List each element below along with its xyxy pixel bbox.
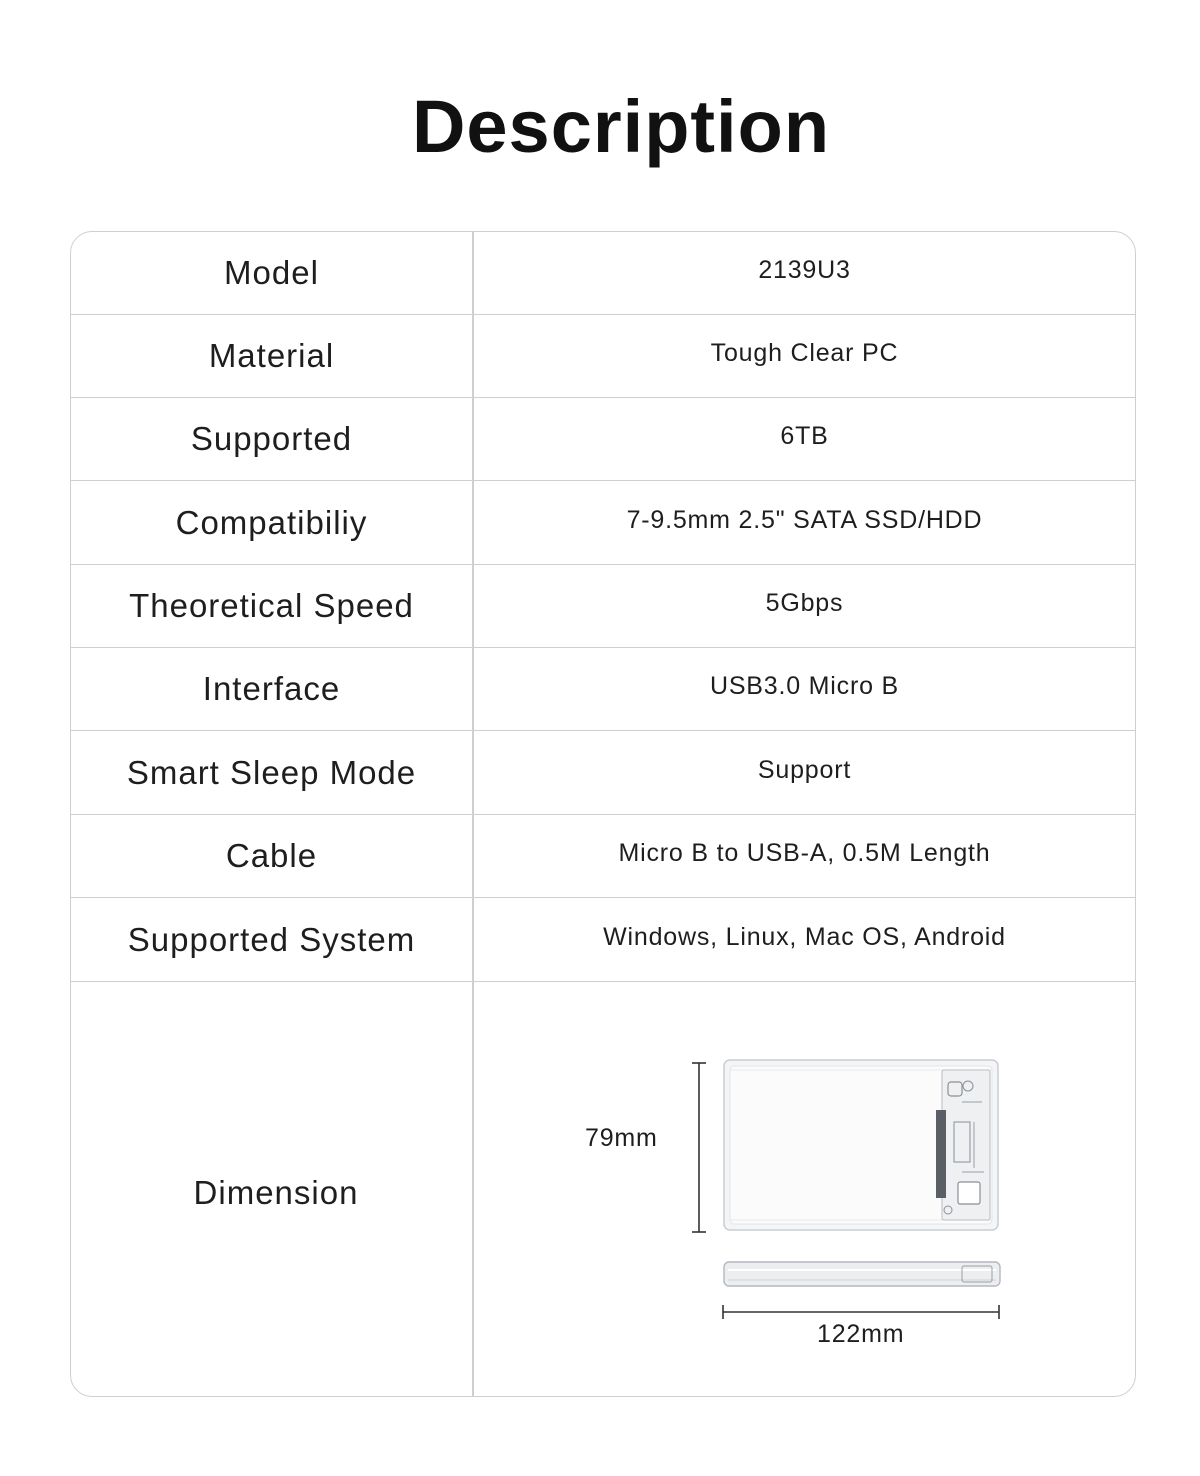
- spec-label: Model: [224, 254, 319, 291]
- spec-value: 7-9.5mm 2.5" SATA SSD/HDD: [626, 505, 983, 534]
- height-dimension-line: [692, 1063, 706, 1232]
- spec-label: Interface: [202, 670, 341, 707]
- dimension-figure: [474, 982, 1135, 1397]
- height-dimension-label: 79mm: [585, 1124, 658, 1152]
- spec-value: Micro B to USB-A, 0.5M Length: [618, 838, 991, 867]
- spec-row-system: [71, 899, 1135, 982]
- spec-label: Material: [208, 337, 335, 374]
- spec-row-dimension: [71, 982, 1135, 1397]
- spec-row-model: [71, 232, 1135, 315]
- spec-row-supported: [71, 398, 1135, 481]
- spec-row-sleep-mode: [71, 732, 1135, 815]
- width-dimension-label: 122mm: [817, 1320, 905, 1348]
- spec-label: Cable: [225, 837, 318, 874]
- spec-row-speed: [71, 565, 1135, 648]
- spec-value: 6TB: [780, 421, 829, 450]
- spec-row-cable: [71, 815, 1135, 898]
- spec-value: Support: [757, 755, 852, 784]
- width-dimension-line: [723, 1305, 999, 1319]
- spec-label: Theoretical Speed: [129, 587, 414, 624]
- spec-label: Compatibiliy: [175, 504, 368, 541]
- spec-value: Tough Clear PC: [710, 338, 899, 367]
- spec-row-interface: [71, 648, 1135, 731]
- page-title: Description: [411, 85, 831, 168]
- spec-label: Supported: [190, 420, 353, 457]
- enclosure-side-view: [724, 1262, 1000, 1286]
- spec-value: USB3.0 Micro B: [709, 671, 900, 700]
- spec-value: 5Gbps: [765, 588, 844, 617]
- spec-row-material: [71, 315, 1135, 398]
- spec-label: Smart Sleep Mode: [126, 754, 417, 791]
- spec-row-compatibility: [71, 482, 1135, 565]
- spec-value: Windows, Linux, Mac OS, Android: [603, 922, 1006, 951]
- spec-label: Supported System: [127, 921, 416, 958]
- spec-value: 2139U3: [758, 255, 851, 284]
- spec-label: Dimension: [193, 1174, 359, 1211]
- spec-table: [70, 231, 1136, 1397]
- enclosure-top-view: [724, 1060, 998, 1230]
- enclosure-drawing: [474, 982, 1135, 1397]
